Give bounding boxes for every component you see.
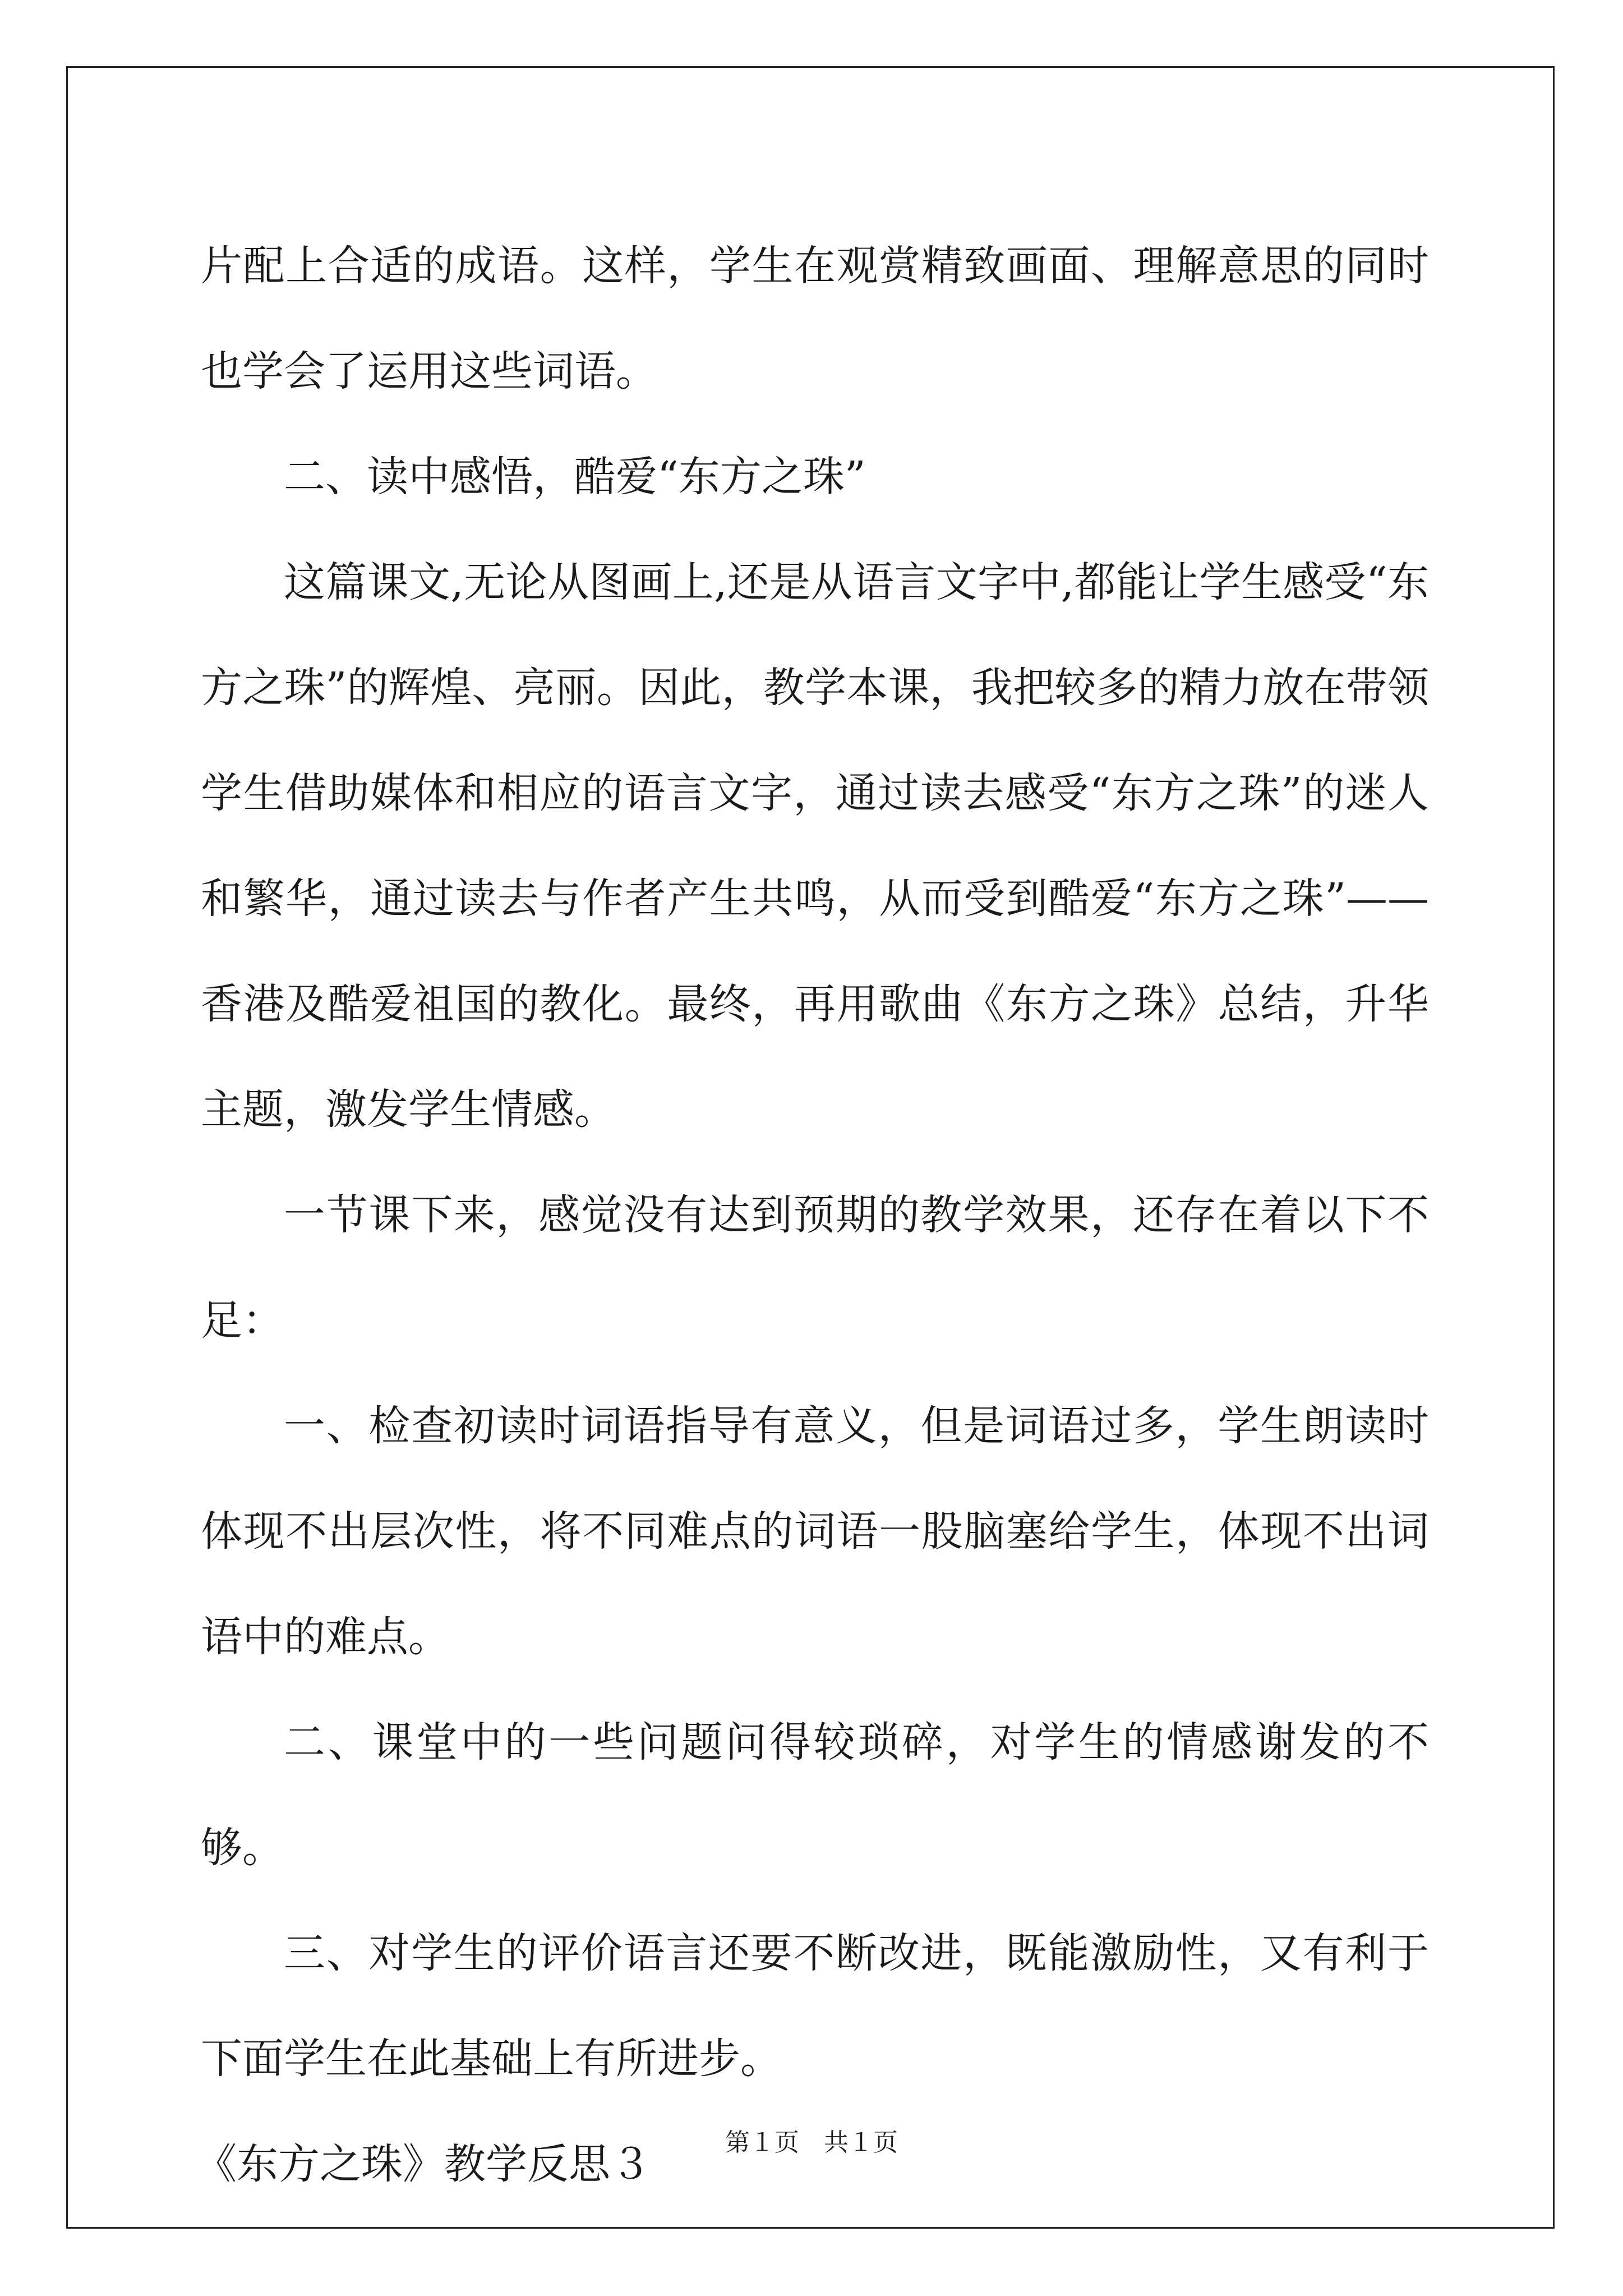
paragraph-2-subheading: 二、读中感悟，酷爱“东方之珠”: [284, 453, 866, 501]
paragraph-1: 片配上合适的成语。这样，学生在观赏精致画面、理解意思的同时也学会了运用这些词语。: [201, 242, 1429, 395]
section-heading: 《东方之珠》教学反思３: [195, 2140, 652, 2188]
page-number-footer: 第１页 共１页: [725, 2128, 898, 2157]
paragraph-5: 一、检查初读时词语指导有意义，但是词语过多，学生朗读时体现不出层次性，将不同难点的词语一股脑塞给学生，体现不出词语中的难点。: [201, 1402, 1429, 1661]
paragraph-3: 这篇课文,无论从图画上,还是从语言文字中,都能让学生感受“东方之珠”的辉煌、亮丽。因此，教学本课，我把较多的精力放在带领学生借助媒体和相应的语言文字，通过读去感受“东方之珠”的迷人和繁华，通过读去与作者产生共鸣，从而受到酷爱“东方之珠”——香港及酷爱祖国的教化。最终，再用歌曲《东方之珠》总结，升华主题，激发学生情感。: [201, 558, 1429, 1134]
paragraph-6: 二、课堂中的一些问题问得较琐碎，对学生的情感谢发的不够。: [201, 1718, 1429, 1872]
document-body: [195, 213, 1429, 2217]
paragraph-4: 一节课下来，感觉没有达到预期的教学效果，还存在着以下不足：: [201, 1191, 1429, 1345]
paragraph-7: 三、对学生的评价语言还要不断改进，既能激励性，又有利于下面学生在此基础上有所进步。: [201, 1929, 1429, 2083]
